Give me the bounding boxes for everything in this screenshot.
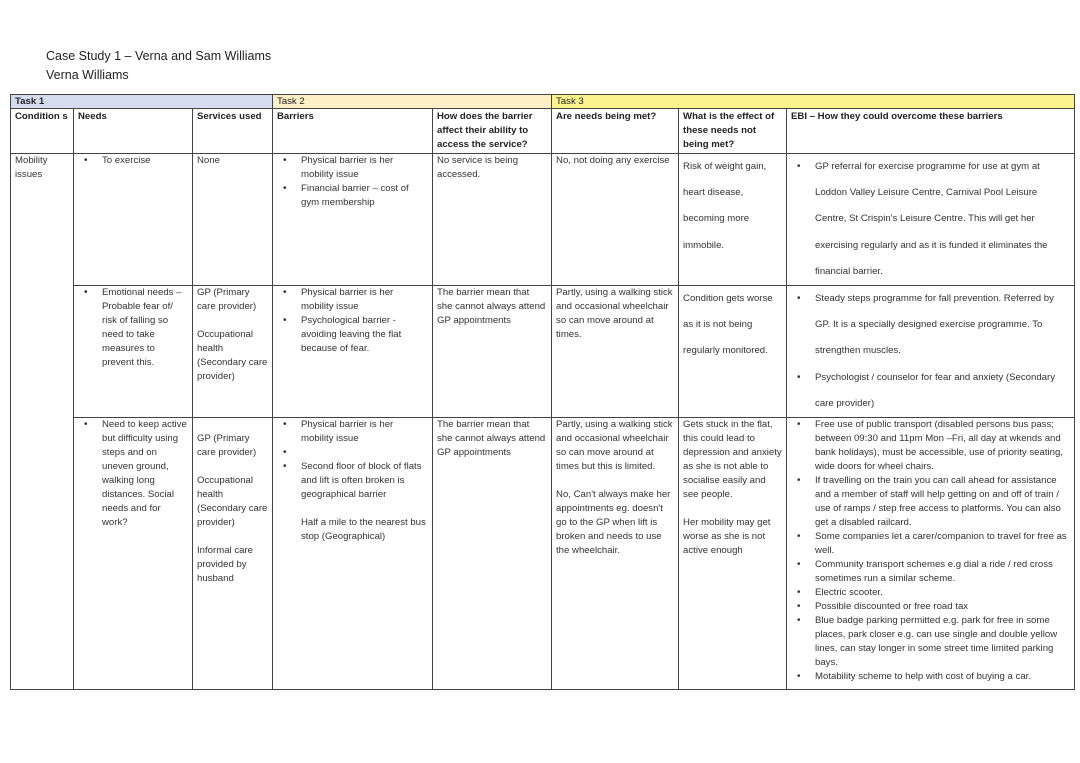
service-item: Informal care provided by husband: [197, 545, 253, 585]
list-item: • To exercise: [78, 154, 188, 168]
service-item: Occupational health (Secondary care provider): [197, 475, 268, 529]
table-row: [11, 154, 1075, 286]
list-item: • Need to keep active but difficulty using steps and on uneven ground, walking long distances. Social needs and for work?: [78, 418, 188, 530]
service-item: Occupational health (Secondary care provider): [197, 329, 268, 383]
affect-cell: The barrier mean that she cannot always attend GP appointments: [433, 418, 552, 690]
effect-item: Her mobility may get worse as she is not active enough: [683, 517, 771, 557]
table-row: [11, 418, 1075, 690]
list-item: • Blue badge parking permitted e.g. park for free in some places, park closer e.g. can use single and double yellow lines, can stay longer in some street time limited parking bays.: [791, 614, 1070, 670]
task-1-label: Task 1: [11, 95, 273, 109]
table-row: [11, 286, 1075, 418]
services-cell: None: [193, 154, 273, 286]
ebi-cell: [787, 286, 1075, 418]
list-item: • Some companies let a carer/companion to travel for free as well.: [791, 530, 1070, 558]
barriers-cell: [273, 418, 433, 690]
document-header: [46, 47, 271, 85]
services-cell: [193, 286, 273, 418]
list-item: • GP referral for exercise programme for use at gym at Loddon Valley Leisure Centre, Carnival Pool Leisure Centre, St Crispin's Leisure Centre. This will get her exercising regularly and as it is funded it eliminates the financial barrier.: [791, 154, 1070, 285]
list-item: • Electric scooter.: [791, 586, 1070, 600]
list-item: • Physical barrier is her mobility issue: [277, 286, 428, 314]
service-item: GP (Primary care provider): [197, 433, 257, 459]
list-item: • Motability scheme to help with cost of buying a car.: [791, 670, 1070, 684]
met-item: No, Can't always make her appointments eg. doesn't go to the GP when lift is broken and needs to use the wheelchair.: [556, 489, 671, 557]
col-needs: Needs: [74, 109, 193, 154]
task-3-label: Task 3: [552, 95, 1075, 109]
service-item: GP (Primary care provider): [197, 287, 257, 313]
ebi-cell: [787, 154, 1075, 286]
list-item: • Physical barrier is her mobility issue: [277, 418, 428, 446]
col-barriers: Barriers: [273, 109, 433, 154]
ebi-cell: [787, 418, 1075, 690]
list-item: • Community transport schemes e.g dial a ride / red cross sometimes run a similar scheme.: [791, 558, 1070, 586]
met-cell: Partly, using a walking stick and occasional wheelchair so can move around at times.: [552, 286, 679, 418]
met-cell: No, not doing any exercise: [552, 154, 679, 286]
effect-cell: Condition gets worse as it is not being regularly monitored.: [679, 286, 787, 418]
col-effect: What is the effect of these needs not being met?: [679, 109, 787, 154]
services-cell: [193, 418, 273, 690]
affect-cell: The barrier mean that she cannot always attend GP appointments: [433, 286, 552, 418]
list-item: • Steady steps programme for fall prevention. Referred by GP. It is a specially designed exercise programme. To strengthen muscles.: [791, 286, 1070, 365]
case-study-table: [10, 94, 1075, 690]
list-item: • Possible discounted or free road tax: [791, 600, 1070, 614]
list-item: • Psychological barrier - avoiding leaving the flat because of fear.: [277, 314, 428, 356]
col-met: Are needs being met?: [552, 109, 679, 154]
list-item: • Financial barrier – cost of gym membership: [277, 182, 428, 210]
list-item: • Emotional needs – Probable fear of/ risk of falling so need to take measures to prevent this.: [78, 286, 188, 370]
needs-cell: [74, 286, 193, 418]
col-services: Services used: [193, 109, 273, 154]
affect-cell: No service is being accessed.: [433, 154, 552, 286]
list-item: • Psychologist / counselor for fear and anxiety (Secondary care provider): [791, 365, 1070, 417]
barriers-cell: [273, 154, 433, 286]
list-item: • Physical barrier is her mobility issue: [277, 154, 428, 182]
barriers-cell: [273, 286, 433, 418]
task-header-row: [11, 95, 1075, 109]
condition-cell: Mobility issues: [11, 154, 74, 690]
needs-cell: [74, 418, 193, 690]
case-study-subtitle: Verna Williams: [46, 68, 129, 82]
col-affect: How does the barrier affect their ability to access the service?: [433, 109, 552, 154]
met-item: Partly, using a walking stick and occasional wheelchair so can move around at times but this is limited.: [556, 419, 673, 473]
list-item: • Second floor of block of flats and lift is often broken is geographical barrier: [277, 460, 428, 502]
barrier-note: Half a mile to the nearest bus stop (Geographical): [301, 517, 426, 543]
case-study-title: Case Study 1 – Verna and Sam Williams: [46, 49, 272, 63]
col-ebi: EBI – How they could overcome these barriers: [787, 109, 1075, 154]
effect-item: Gets stuck in the flat, this could lead to depression and anxiety as she is not able to socialise easily and see people.: [683, 419, 782, 501]
needs-cell: [74, 154, 193, 286]
column-header-row: [11, 109, 1075, 154]
list-item: • Free use of public transport (disabled persons bus pass; between 09:30 and 11pm Mon –Fri, all day at wkends and bank holidays), must be accessible, use of priority seating, wide doors for wheel chairs.: [791, 418, 1070, 474]
col-condition: Condition s: [11, 109, 74, 154]
effect-cell: [679, 418, 787, 690]
task-2-label: Task 2: [273, 95, 552, 109]
list-item: • If travelling on the train you can call ahead for assistance and a member of staff will help getting on and off of train / use of ramps / step free access to platforms. You can also get a disabled railcard.: [791, 474, 1070, 530]
effect-cell: Risk of weight gain, heart disease, becoming more immobile.: [679, 154, 787, 286]
met-cell: [552, 418, 679, 690]
